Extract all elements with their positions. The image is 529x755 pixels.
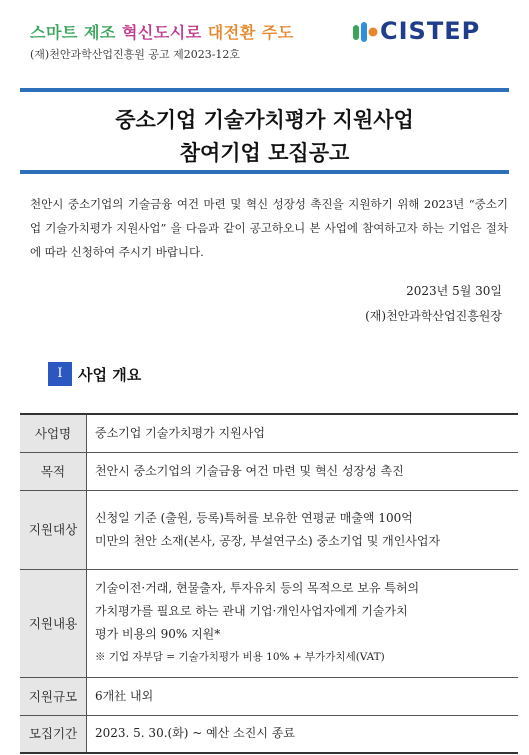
row-label: 모집기간 <box>20 715 87 753</box>
value-line: 천안시 중소기업의 기술금융 여건 마련 및 혁신 성장성 촉진 <box>95 463 404 478</box>
slogan <box>30 20 294 43</box>
value-line: 평가 비용의 90% 지원* <box>95 627 221 641</box>
table-row <box>20 677 518 715</box>
title-line-2: 참여기업 모집공고 <box>179 141 350 165</box>
table-row <box>20 452 518 490</box>
value-line: 미만의 천안 소재(본사, 공장, 부설연구소) 중소기업 및 개인사업자 <box>95 533 441 548</box>
table-row <box>20 569 518 677</box>
issuing-organization: (재)천안과학산업진흥원장 <box>365 309 502 323</box>
section-number: Ⅰ <box>48 362 72 386</box>
value-line: 가치평가를 필요로 하는 관내 기업·개인사업자에게 기술가치 <box>95 604 408 618</box>
value-line: 2023. 5. 30.(화) ~ 예산 소진시 종료 <box>95 726 295 741</box>
row-value <box>87 414 519 452</box>
section-title: 사업 개요 <box>78 366 142 384</box>
table-row <box>20 414 518 452</box>
row-value <box>87 715 519 753</box>
logo-text: CISTEP <box>380 17 481 45</box>
row-label: 지원규모 <box>20 677 87 715</box>
row-label: 사업명 <box>20 414 87 452</box>
row-label: 지원내용 <box>20 569 87 677</box>
intro-paragraph: 천안시 중소기업의 기술금융 여건 마련 및 혁신 성장성 촉진을 지원하기 위해 2023년 “중소기업 기술가치평가 지원사업” 을 다음과 같이 공고하오니 본 사업에 참여하고자 하는 기업은 절차에 따라 신청하여 주시기 바랍니다. <box>30 197 508 259</box>
notice-number: (재)천안과학산업진흥원 공고 제2023-12호 <box>30 48 241 61</box>
title-line-1: 중소기업 기술가치평가 지원사업 <box>115 108 414 132</box>
row-value <box>87 569 519 677</box>
value-line: 기술이전·거래, 현물출자, 투자유치 등의 목적으로 보유 특허의 <box>95 581 420 595</box>
value-line: 6개社 내외 <box>95 688 154 703</box>
value-line: 신청일 기준 (출원, 등록)특허를 보유한 연평균 매출액 100억 <box>95 510 413 525</box>
row-label: 지원대상 <box>20 490 87 569</box>
row-value <box>87 677 519 715</box>
announcement-date: 2023년 5월 30일 <box>406 284 502 298</box>
row-value <box>87 490 519 569</box>
overview-table <box>20 413 518 754</box>
table-row <box>20 490 518 569</box>
slogan-part3: 대전환 주도 <box>207 23 294 42</box>
slogan-part1: 스마트 제조 <box>30 23 116 42</box>
cistep-logo <box>352 18 502 46</box>
logo-mark-icon <box>352 20 378 44</box>
table-row <box>20 715 518 753</box>
self-pay-note: ※ 기업 자부담 = 기술가치평가 비용 10% + 부가가치세(VAT) <box>95 651 385 663</box>
slogan-part2: 혁신도시로 <box>121 23 202 42</box>
row-label: 목적 <box>20 452 87 490</box>
row-value <box>87 452 519 490</box>
title-box <box>20 88 509 174</box>
value-line: 중소기업 기술가치평가 지원사업 <box>95 425 265 440</box>
